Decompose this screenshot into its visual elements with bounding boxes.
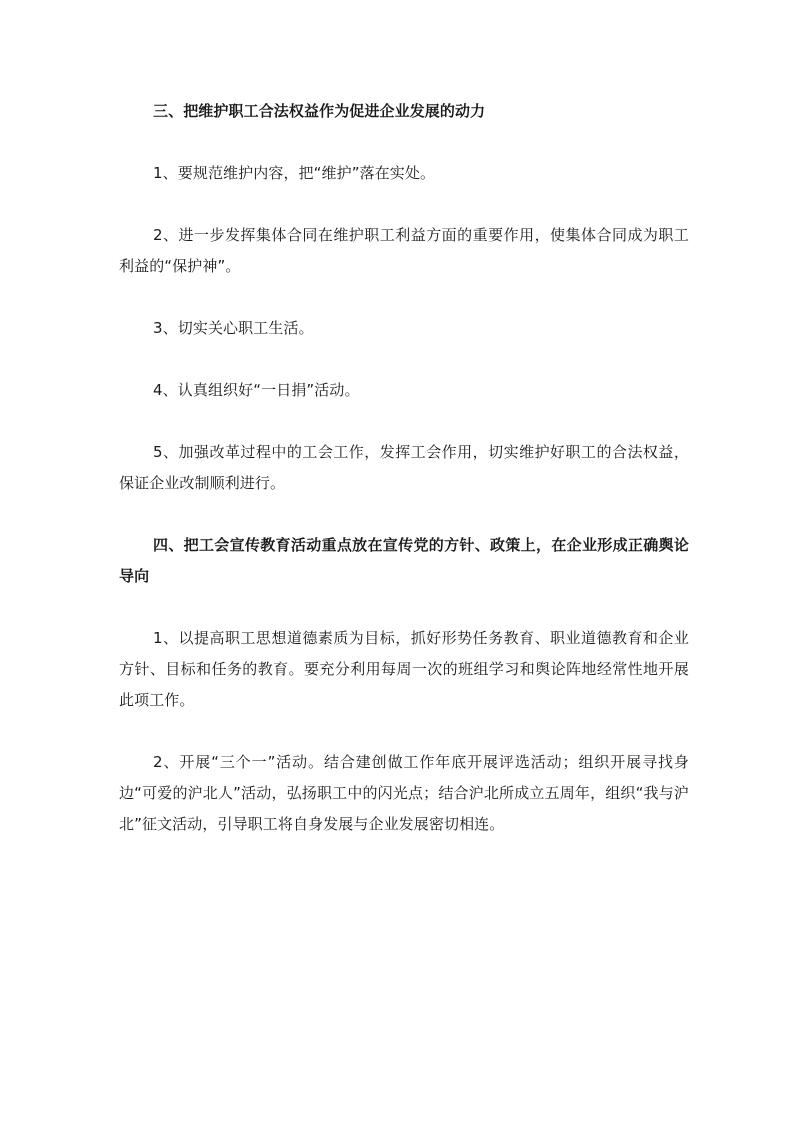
document-body (119, 96, 689, 840)
paragraph-3-3: 3、切实关心职工生活。 (153, 319, 314, 337)
paragraph-3-4: 4、认真组织好“一日捐”活动。 (153, 381, 360, 399)
paragraph-3-2: 2、进一步发挥集体合同在维护职工利益方面的重要作用，使集体合同成为职工利益的“保护神”。 (119, 226, 689, 275)
paragraph-3-5: 5、加强改革过程中的工会工作，发挥工会作用，切实维护好职工的合法权益，保证企业改制顺利进行。 (119, 443, 689, 492)
paragraph-4-2: 2、开展“三个一”活动。结合建创做工作年底开展评选活动；组织开展寻找身边“可爱的沪北人”活动，弘扬职工中的闪光点；结合沪北所成立五周年，组织“我与沪北”征文活动，引导职工将自身发展与企业发展密切相连。 (119, 753, 689, 833)
section-heading-3: 三、把维护职工合法权益作为促进企业发展的动力 (153, 102, 486, 120)
paragraph-4-1: 1、以提高职工思想道德素质为目标，抓好形势任务教育、职业道德教育和企业方针、目标和任务的教育。要充分利用每周一次的班组学习和舆论阵地经常性地开展此项工作。 (119, 629, 689, 709)
section-heading-4: 四、把工会宣传教育活动重点放在宣传党的方针、政策上，在企业形成正确舆论导向 (119, 536, 689, 585)
paragraph-3-1: 1、要规范维护内容，把“维护”落在实处。 (153, 164, 436, 182)
